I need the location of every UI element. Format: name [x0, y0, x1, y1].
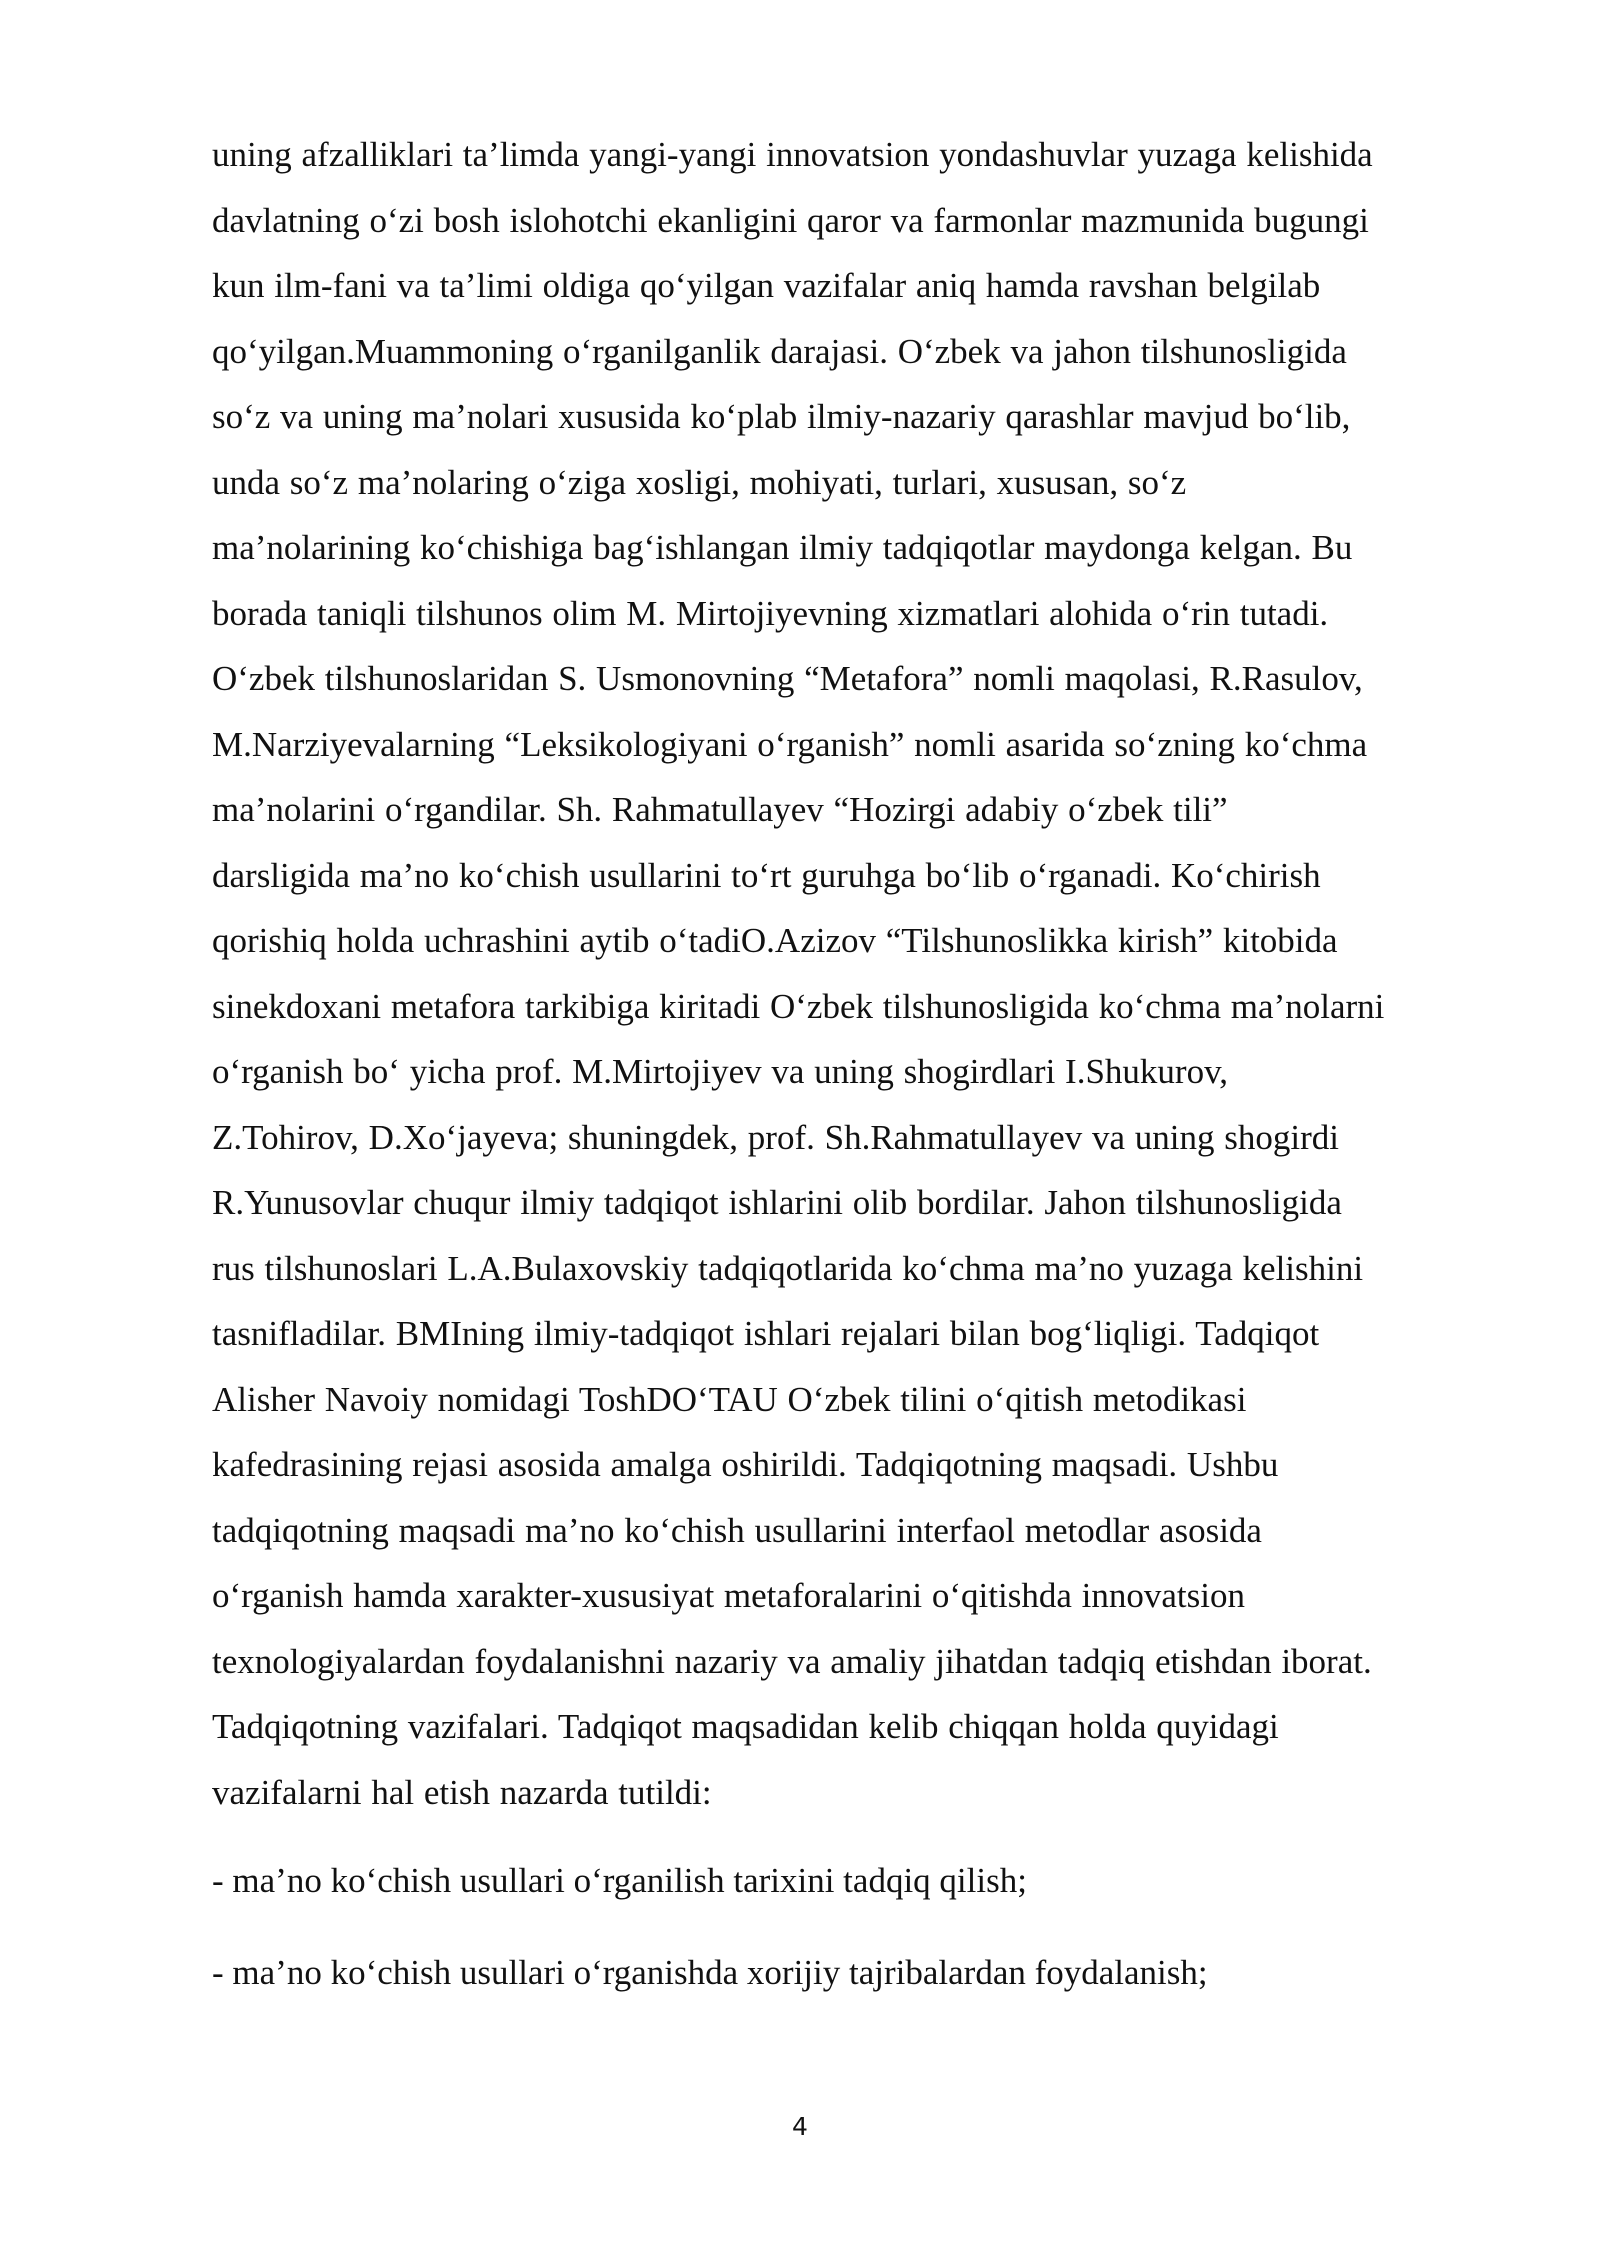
text-line: kun ilm-fani va ta’limi oldiga qo‘yilgan vazifalar aniq hamda ravshan belgilab	[212, 266, 1321, 305]
text-line: o‘rganish bo‘ yicha prof. M.Mirtojiyev va uning shogirdlari I.Shukurov,	[212, 1052, 1229, 1091]
list-item: - ma’no ko‘chish usullari o‘rganishda xorijiy tajribalardan foydalanish;	[212, 1953, 1208, 1992]
text-line: Z.Tohirov, D.Xo‘jayeva; shuningdek, prof. Sh.Rahmatullayev va uning shogirdi	[212, 1117, 1339, 1157]
page-number: 4	[792, 2112, 808, 2141]
list-item: - ma’no ko‘chish usullari o‘rganilish tarixini tadqiq qilish;	[212, 1861, 1027, 1900]
text-line: O‘zbek tilshunoslaridan S. Usmonovning “Metafora” nomli maqolasi, R.Rasulov,	[212, 659, 1363, 698]
text-line: tasnifladilar. BMIning ilmiy-tadqiqot ishlari rejalari bilan bog‘liqligi. Tadqiqot	[212, 1314, 1320, 1353]
text-line: Alisher Navoiy nomidagi ToshDO‘TAU O‘zbek tilini o‘qitish metodikasi	[212, 1379, 1247, 1419]
text-line: sinekdoxani metafora tarkibiga kiritadi O‘zbek tilshunosligida ko‘chma ma’nolarni	[212, 986, 1385, 1026]
text-line: qo‘yilgan.Muammoning o‘rganilganlik darajasi. O‘zbek va jahon tilshunosligida	[212, 331, 1347, 371]
text-line: kafedrasining rejasi asosida amalga oshirildi. Tadqiqotning maqsadi. Ushbu	[212, 1445, 1279, 1484]
text-line: R.Yunusovlar chuqur ilmiy tadqiqot ishlarini olib bordilar. Jahon tilshunosligida	[212, 1183, 1342, 1222]
text-line: o‘rganish hamda xarakter-xususiyat metaforalarini o‘qitishda innovatsion	[212, 1576, 1245, 1615]
text-line: ma’nolarini o‘rgandilar. Sh. Rahmatullayev “Hozirgi adabiy o‘zbek tili”	[212, 790, 1228, 829]
text-line: unda so‘z ma’nolaring o‘ziga xosligi, mohiyati, turlari, xususan, so‘z	[212, 462, 1187, 502]
text-line: uning afzalliklari ta’limda yangi-yangi innovatsion yondashuvlar yuzaga kelishida	[212, 135, 1373, 174]
text-line: Tadqiqotning vazifalari. Tadqiqot maqsadidan kelib chiqqan holda quyidagi	[212, 1707, 1279, 1746]
text-line: darsligida ma’no ko‘chish usullarini to‘rt guruhga bo‘lib o‘rganadi. Ko‘chirish	[212, 855, 1321, 895]
text-line: borada taniqli tilshunos olim M. Mirtojiyevning xizmatlari alohida o‘rin tutadi.	[212, 593, 1329, 633]
text-line: ma’nolarining ko‘chishiga bag‘ishlangan ilmiy tadqiqotlar maydonga kelgan. Bu	[212, 528, 1353, 567]
text-line: vazifalarni hal etish nazarda tutildi:	[212, 1772, 712, 1812]
body-text	[212, 130, 1532, 1833]
text-line: M.Narziyevalarning “Leksikologiyani o‘rganish” nomli asarida so‘zning ko‘chma	[212, 724, 1368, 764]
text-line: qorishiq holda uchrashini aytib o‘tadiO.Azizov “Tilshunoslikka kirish” kitobida	[212, 921, 1338, 960]
text-line: texnologiyalardan foydalanishni nazariy va amaliy jihatdan tadqiq etishdan iborat.	[212, 1641, 1372, 1681]
text-line: davlatning o‘zi bosh islohotchi ekanligini qaror va farmonlar mazmunida bugungi	[212, 200, 1369, 240]
text-line: rus tilshunoslari L.A.Bulaxovskiy tadqiqotlarida ko‘chma ma’no yuzaga kelishini	[212, 1248, 1364, 1288]
text-line: tadqiqotning maqsadi ma’no ko‘chish usullarini interfaol metodlar asosida	[212, 1510, 1262, 1550]
task-list	[212, 1856, 1532, 2040]
text-line: so‘z va uning ma’nolari xususida ko‘plab ilmiy-nazariy qarashlar mavjud bo‘lib,	[212, 397, 1351, 436]
